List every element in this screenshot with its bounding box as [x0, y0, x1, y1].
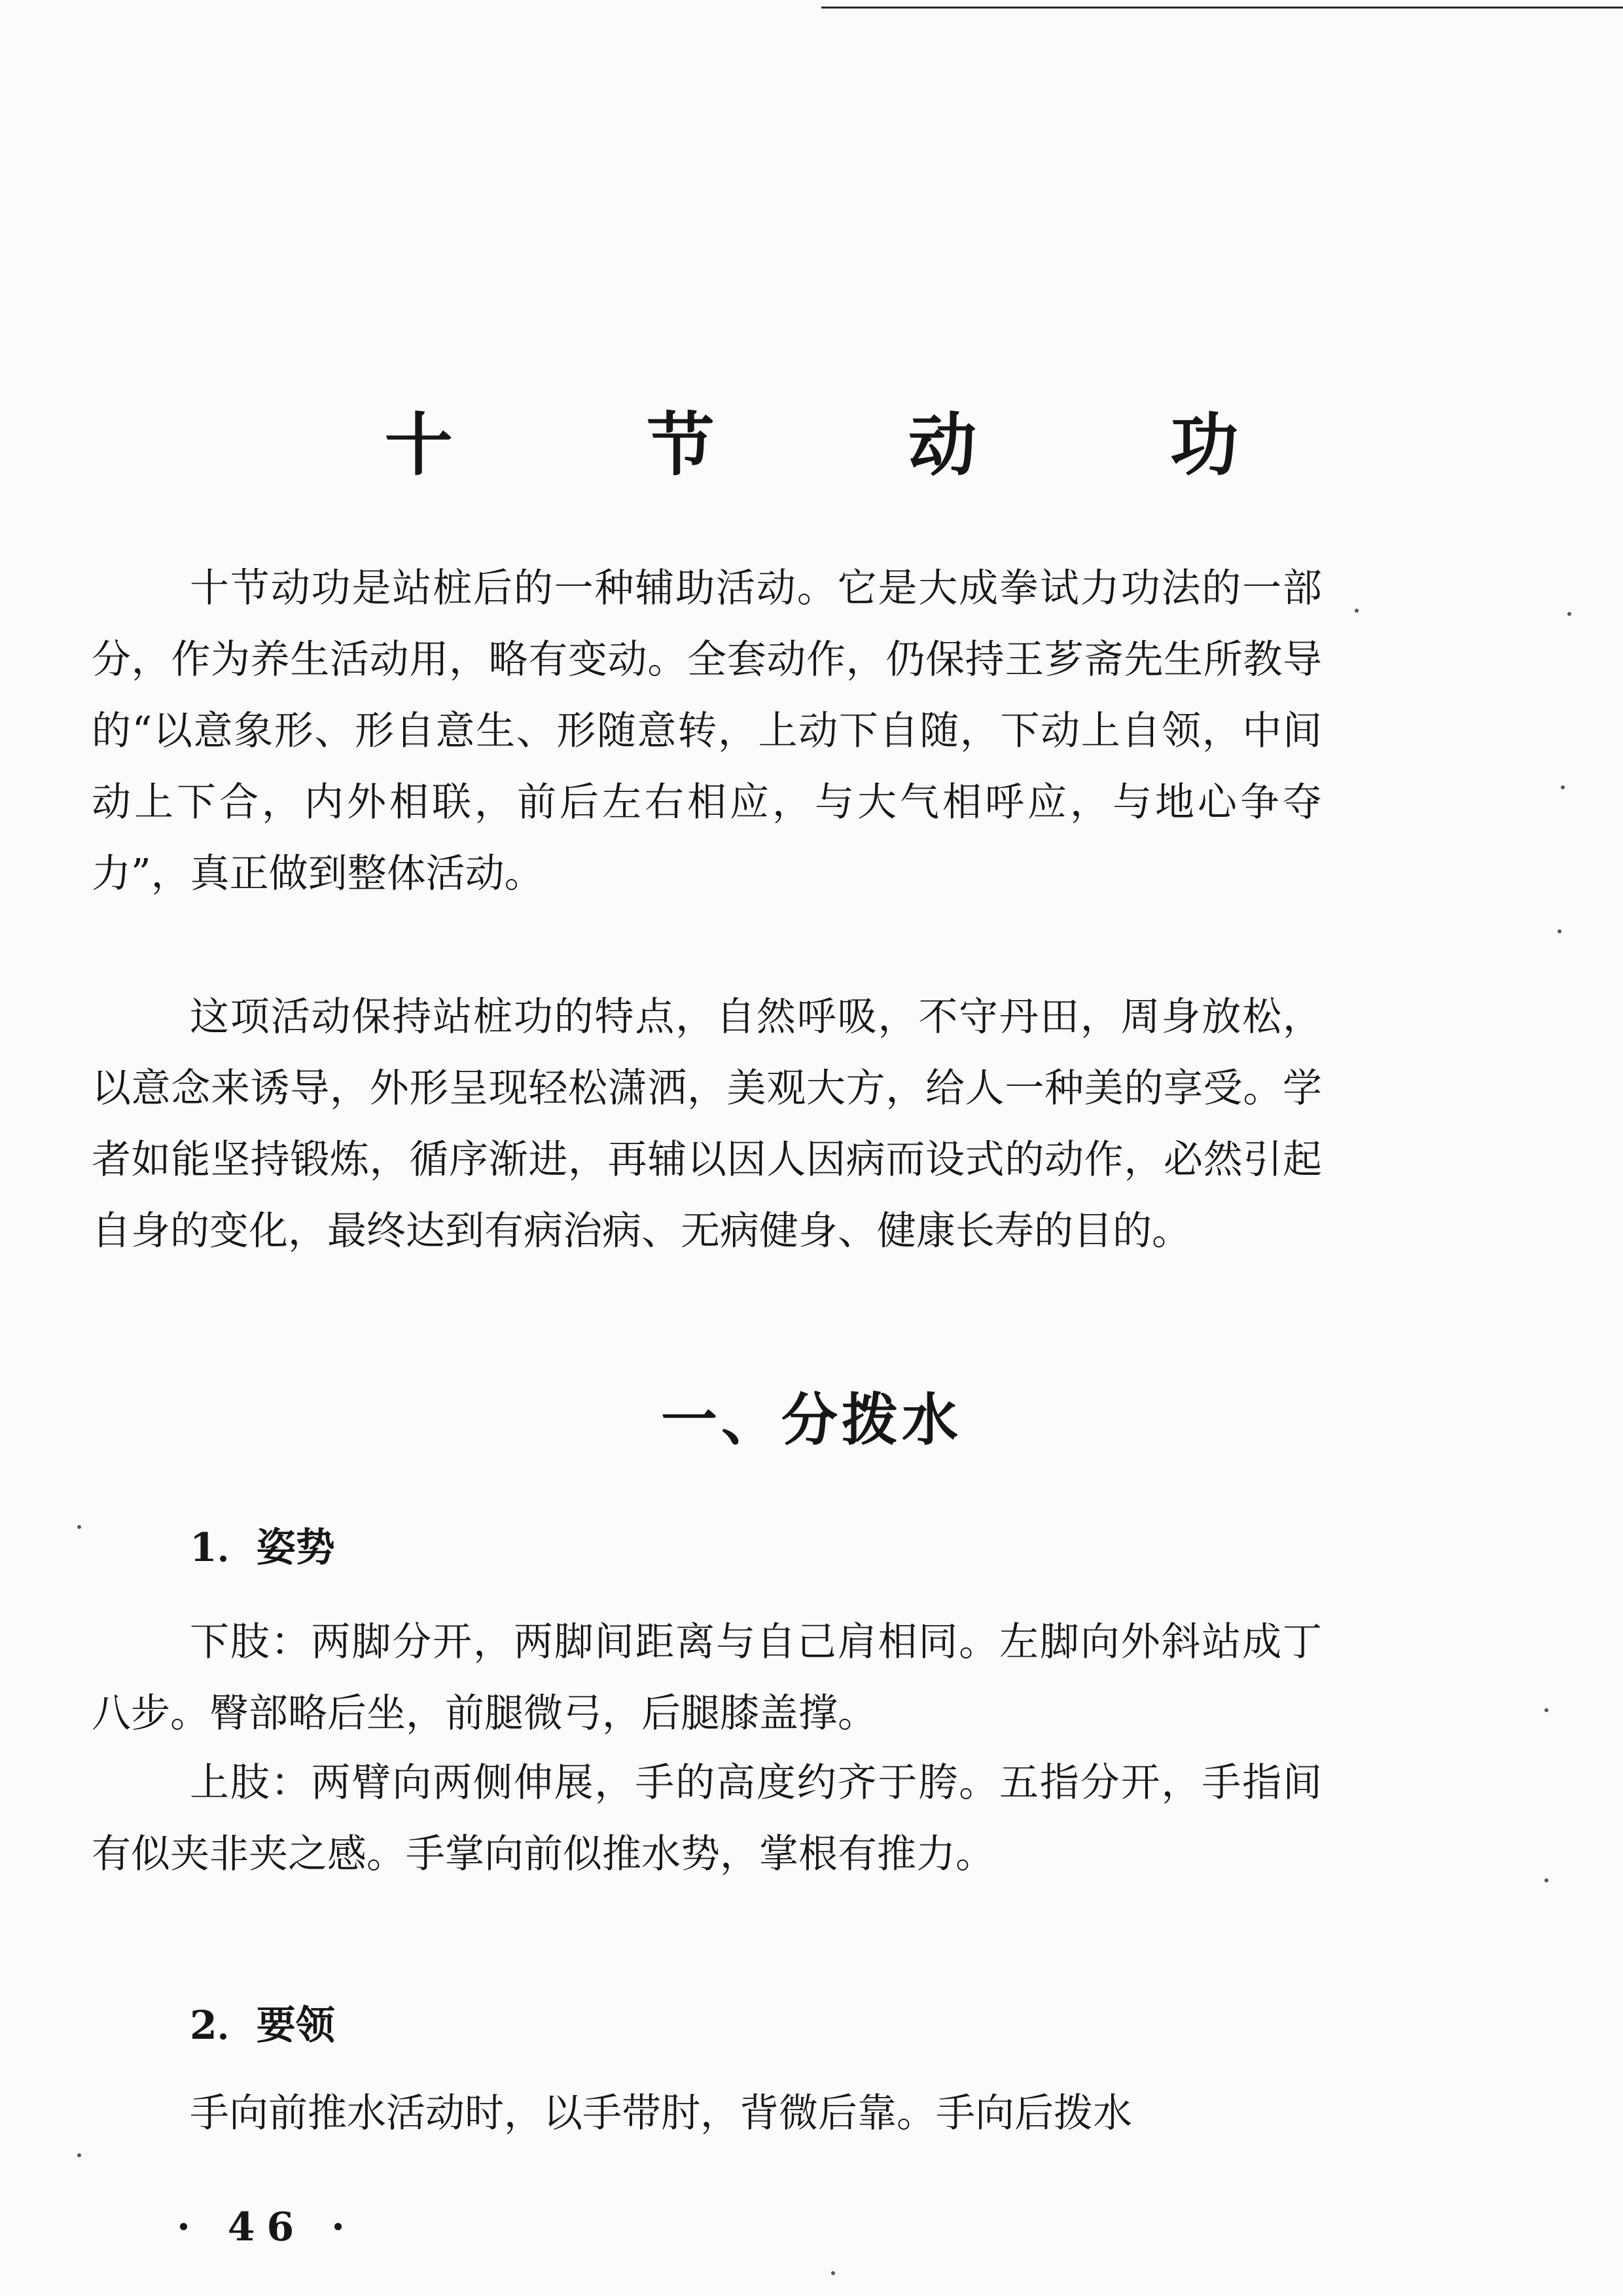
- intro-paragraph-2: 这项活动保持站桩功的特点，自然呼吸，不守丹田，周身放松，以意念来诱导，外形呈现轻松潇洒，美观大方，给人一种美的享受。学者如能坚持锻炼，循序渐进，再辅以因人因病而设式的动作，必然引起自身的变化，最终达到有病治病、无病健身、健康长寿的目的。: [92, 994, 1322, 1254]
- scan-speck: [1355, 609, 1359, 613]
- section-heading: 一、分拨水: [661, 1387, 962, 1453]
- chapter-title: 十 节 动 功: [384, 404, 1324, 485]
- scan-speck: [831, 2271, 835, 2275]
- sub-heading-essentials: 2．要领: [190, 2003, 335, 2049]
- scan-top-border-line: [821, 7, 1623, 9]
- intro-paragraph-1: 十节动功是站桩后的一种辅助活动。它是大成拳试力功法的一部分，作为养生活动用，略有变动。全套动作，仍保持王芗斋先生所教导的“以意象形、形自意生、形随意转，上动下自随，下动上自领，中间动上下合，内外相联，前后左右相应，与大气相呼应，与地心争夺力”，真正做到整体活动。: [92, 565, 1322, 897]
- sub-heading-posture: 1．姿势: [190, 1525, 335, 1571]
- scan-speck: [1558, 929, 1561, 933]
- page-number: · 46 ·: [177, 2204, 357, 2250]
- scan-speck: [77, 2153, 81, 2157]
- scan-speck: [1544, 1878, 1548, 1882]
- scan-speck: [77, 1525, 81, 1529]
- posture-paragraph-upper-limbs: 上肢：两臂向两侧伸展，手的高度约齐于胯。五指分开，手指间有似夹非夹之感。手掌向前似推水势，掌根有推力。: [92, 1760, 1322, 1877]
- scan-speck: [1544, 1708, 1548, 1712]
- essentials-paragraph: 手向前推水活动时，以手带肘，背微后靠。手向后拨水: [190, 2090, 1132, 2136]
- scan-speck: [1567, 612, 1571, 616]
- posture-paragraph-lower-limbs: 下肢：两脚分开，两脚间距离与自己肩相同。左脚向外斜站成丁八步。臀部略后坐，前腿微弓，后腿膝盖撑。: [92, 1619, 1322, 1736]
- scan-speck: [1561, 785, 1565, 789]
